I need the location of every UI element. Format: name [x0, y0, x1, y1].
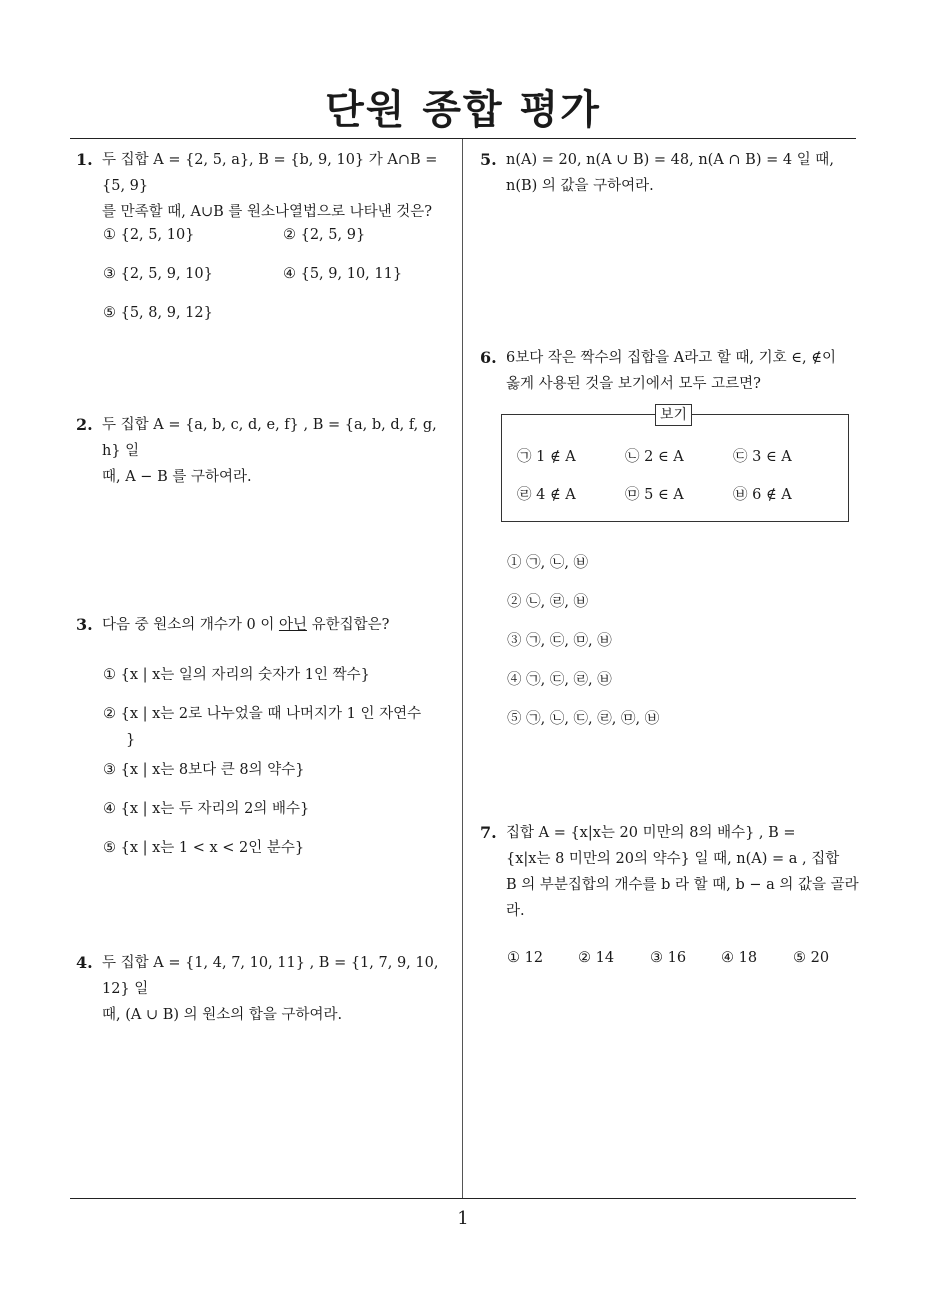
q1-option-3[interactable]: ③ {2, 5, 9, 10} [103, 266, 213, 282]
q3-option-1[interactable]: ① {x | x는 일의 자리의 숫자가 1인 짝수} [103, 667, 370, 683]
q7-option-1[interactable]: ① 12 [507, 950, 544, 966]
question-text: 다음 중 원소의 개수가 0 이 아닌 유한집합은? [102, 617, 390, 633]
q6-option-2[interactable]: ② ㉡, ㉣, ㉥ [507, 594, 589, 610]
question-2 [76, 412, 456, 490]
question-number: 7. [480, 823, 497, 842]
q3-option-5[interactable]: ⑤ {x | x는 1 < x < 2인 분수} [103, 840, 305, 856]
question-number: 6. [480, 348, 497, 367]
question-3 [76, 612, 456, 638]
question-number: 3. [76, 615, 93, 634]
column-divider [462, 139, 463, 1199]
bogi-item: ㉥ 6 ∉ A [733, 487, 792, 503]
q1-option-5[interactable]: ⑤ {5, 8, 9, 12} [103, 305, 213, 321]
q7-option-3[interactable]: ③ 16 [650, 950, 687, 966]
question-1 [76, 147, 456, 225]
bogi-item: ㉡ 2 ∈ A [625, 449, 684, 465]
question-text: 두 집합 A = {2, 5, a}, B = {b, 9, 10} 가 A∩B = {5, 9} [102, 152, 438, 194]
bogi-item: ㉣ 4 ∉ A [517, 487, 576, 503]
bottom-rule [70, 1198, 856, 1199]
question-number: 1. [76, 150, 93, 169]
page-number: 1 [457, 1208, 469, 1229]
question-number: 2. [76, 415, 93, 434]
question-text: n(B) 의 값을 구하여라. [506, 178, 654, 194]
q6-option-4[interactable]: ④ ㉠, ㉢, ㉣, ㉥ [507, 672, 612, 688]
page-title: 단원 종합 평가 [325, 87, 601, 133]
question-text: B 의 부분집합의 개수를 b 라 할 때, b − a 의 값을 골라 [506, 877, 859, 893]
bogi-label: 보기 [655, 404, 692, 426]
bogi-item: ㉢ 3 ∈ A [733, 449, 792, 465]
q6-option-5[interactable]: ⑤ ㉠, ㉡, ㉢, ㉣, ㉤, ㉥ [507, 711, 660, 727]
q7-option-5[interactable]: ⑤ 20 [793, 950, 830, 966]
question-text: n(A) = 20, n(A ∪ B) = 48, n(A ∩ B) = 4 일 때, [506, 152, 834, 168]
question-text: 때, (A ∪ B) 의 원소의 합을 구하여라. [102, 1007, 343, 1023]
q3-option-2[interactable]: ② {x | x는 2로 나누었을 때 나머지가 1 인 자연수 [103, 706, 422, 722]
question-7 [480, 820, 860, 924]
q3-option-3[interactable]: ③ {x | x는 8보다 큰 8의 약수} [103, 762, 305, 778]
q7-option-4[interactable]: ④ 18 [721, 950, 758, 966]
question-text: 두 집합 A = {a, b, c, d, e, f} , B = {a, b, d, f, g, h} 일 [102, 417, 437, 459]
q1-option-1[interactable]: ① {2, 5, 10} [103, 227, 195, 243]
question-6 [480, 345, 860, 397]
question-text: 옳게 사용된 것을 보기에서 모두 고르면? [506, 376, 761, 392]
underlined-word: 아닌 [278, 617, 307, 633]
q1-option-4[interactable]: ④ {5, 9, 10, 11} [283, 266, 403, 282]
q6-option-3[interactable]: ③ ㉠, ㉢, ㉤, ㉥ [507, 633, 612, 649]
q3-option-2-cont: } [126, 732, 136, 748]
question-text: 두 집합 A = {1, 4, 7, 10, 11} , B = {1, 7, 9, 10, 12} 일 [102, 955, 439, 997]
question-number: 4. [76, 953, 93, 972]
bogi-item: ㉤ 5 ∈ A [625, 487, 684, 503]
q1-option-2[interactable]: ② {2, 5, 9} [283, 227, 366, 243]
q6-option-1[interactable]: ① ㉠, ㉡, ㉥ [507, 555, 589, 571]
bogi-item: ㉠ 1 ∉ A [517, 449, 576, 465]
top-rule [70, 138, 856, 139]
q7-option-2[interactable]: ② 14 [578, 950, 615, 966]
question-text: 6보다 작은 짝수의 집합을 A라고 할 때, 기호 ∈, ∉이 [506, 350, 836, 366]
question-text: 라. [506, 903, 525, 919]
question-text: {x|x는 8 미만의 20의 약수} 일 때, n(A) = a , 집합 [506, 851, 840, 867]
question-text: 때, A − B 를 구하여라. [102, 469, 252, 485]
q3-option-4[interactable]: ④ {x | x는 두 자리의 2의 배수} [103, 801, 310, 817]
question-5 [480, 147, 860, 199]
question-number: 5. [480, 150, 497, 169]
question-text: 집합 A = {x|x는 20 미만의 8의 배수} , B = [506, 825, 796, 841]
question-text: 를 만족할 때, A∪B 를 원소나열법으로 나타낸 것은? [102, 204, 433, 220]
question-4 [76, 950, 456, 1028]
